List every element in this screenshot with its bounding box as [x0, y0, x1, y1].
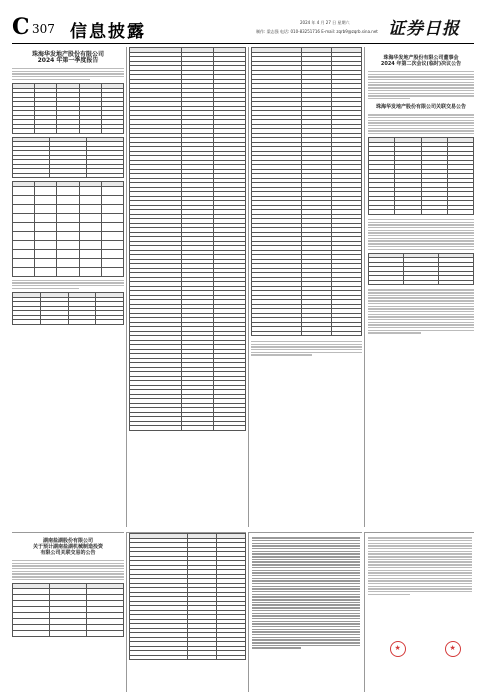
date-line: 2024 年 4 月 27 日 星期六	[300, 20, 350, 25]
financial-table-1	[12, 83, 124, 134]
newspaper-logo: 证券日报	[388, 19, 460, 39]
board-resolution-text	[368, 71, 474, 99]
company-seal-icon	[390, 641, 406, 657]
page-number: 307	[32, 22, 55, 36]
announcement-heading	[12, 52, 124, 64]
closing-text	[368, 289, 474, 333]
bottom-col-2	[126, 532, 246, 692]
header-rule	[12, 43, 474, 44]
column-1-quarterly-report	[12, 47, 124, 527]
company-seal-icon	[445, 641, 461, 657]
bottom-col-3-text	[252, 537, 360, 649]
column-3-cashflow	[248, 47, 362, 527]
bottom-left-table	[12, 583, 124, 637]
column-4-announcements	[364, 47, 474, 527]
related-transaction-heading	[368, 104, 474, 110]
cashflow-notes	[251, 341, 362, 356]
notes-text-block	[12, 280, 124, 289]
board-resolution-heading	[368, 55, 474, 67]
cashflow-table	[251, 47, 362, 336]
board-company: 珠海华发地产股份有限公司董事会	[383, 55, 459, 61]
bottom-left-announcement	[12, 532, 124, 692]
bottom-left-title-line2: 有限公司关联交易的公告	[40, 550, 96, 556]
bottom-col-4-text	[368, 537, 472, 595]
column-2-balance-sheet	[126, 47, 246, 527]
contact-line: 制作: 梁志强 电话: 010-83251716 E-mail: zqrb9@zqrb.sina.net	[256, 29, 378, 34]
bottom-col-3	[248, 532, 362, 692]
board-resolution-title: 2024 年第二次会议(临时)决议公告	[380, 61, 462, 67]
company-name: 珠海华发地产股份有限公司	[31, 51, 104, 58]
shareholder-table	[12, 181, 124, 277]
bottom-col-2-table	[129, 533, 246, 660]
report-title: 2024 年第一季度报告	[37, 57, 99, 64]
financial-table-2	[12, 137, 124, 179]
section-title: 信息披露	[70, 22, 146, 42]
related-transaction-table	[368, 137, 474, 215]
section-letter: C	[12, 14, 30, 40]
masthead	[0, 0, 484, 44]
balance-sheet-table	[129, 47, 246, 431]
transaction-detail-text	[368, 219, 474, 250]
bottom-left-heading	[12, 538, 124, 556]
intro-text-block	[12, 68, 124, 80]
transaction-summary-table	[368, 253, 474, 286]
bottom-left-company: 湖南盐湖股份有限公司	[42, 538, 93, 544]
financial-table-3	[12, 292, 124, 325]
bottom-left-title-line1: 关于预计湖南盐湖机械制造投资	[32, 544, 103, 550]
related-transaction-text	[368, 114, 474, 134]
related-transaction-title: 珠海华发地产股份有限公司关联交易公告	[375, 104, 466, 111]
bottom-left-text	[12, 560, 124, 580]
bottom-col-4	[364, 532, 474, 692]
